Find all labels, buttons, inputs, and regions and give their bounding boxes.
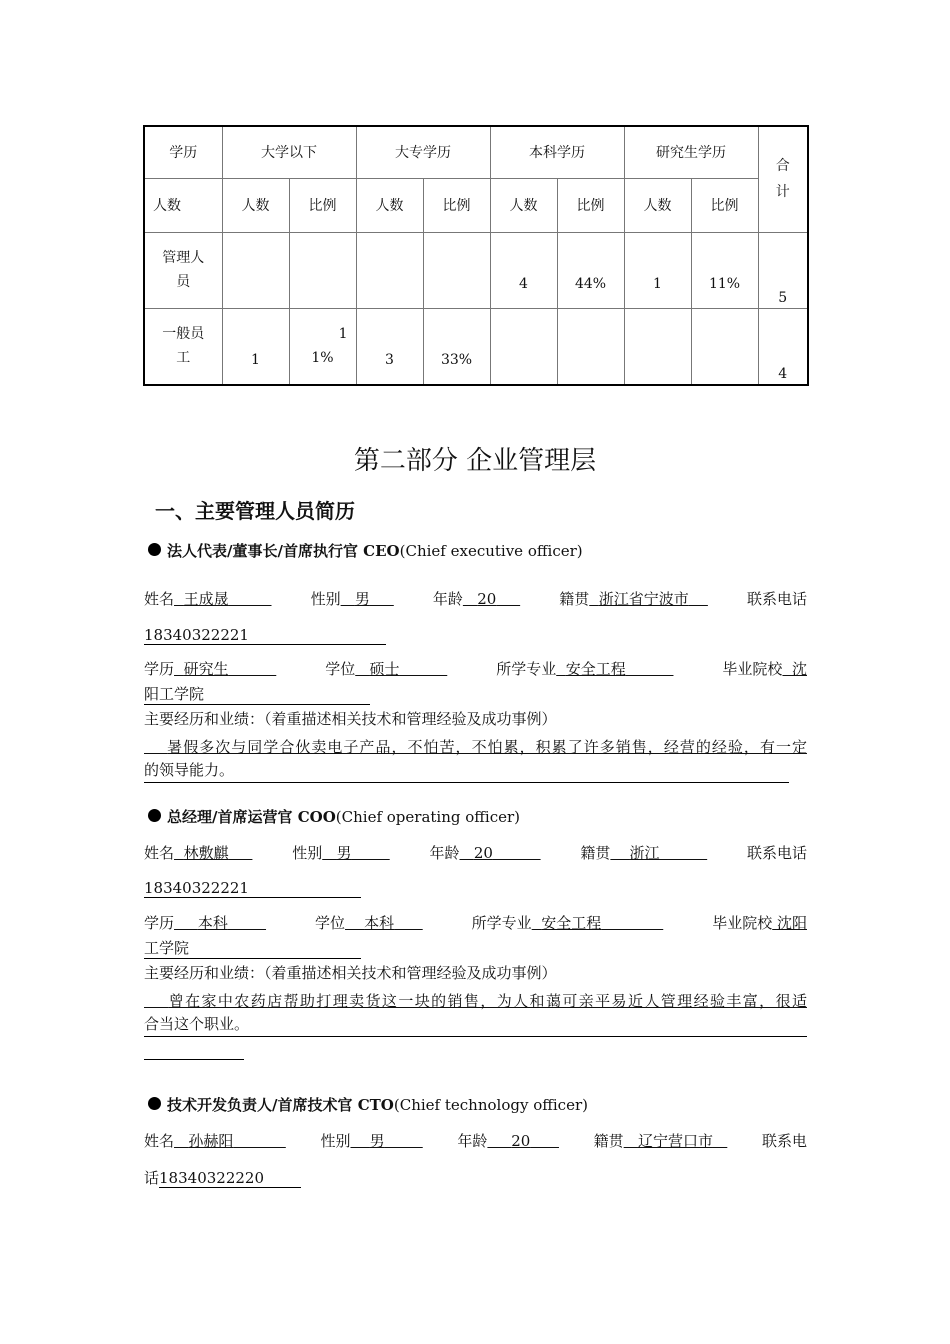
cell (222, 232, 289, 308)
row-label-b: 工 (176, 350, 191, 367)
experience-indent (144, 992, 169, 1010)
cell (423, 232, 490, 308)
degree-text: 硕士 (369, 660, 400, 678)
ceo-experience (144, 735, 807, 783)
school-text-cont: 工学院 (144, 939, 190, 957)
major-label: 所学专业 (496, 660, 557, 678)
gender-text: 男 (336, 844, 352, 862)
name-value (174, 1132, 286, 1150)
cell (490, 308, 557, 385)
cell: 3 (356, 308, 423, 385)
native-text: 辽宁营口市 (637, 1132, 713, 1150)
phone-value (144, 879, 361, 898)
gender-value (350, 1132, 422, 1150)
subheader-count: 人数 (222, 178, 289, 232)
role-heading-ceo (148, 540, 583, 561)
school-value-cont (144, 683, 370, 705)
subheader-count: 人数 (490, 178, 557, 232)
degree-field (325, 658, 447, 679)
name-text: 王成晟 (183, 590, 229, 608)
role-english: (Chief executive officer) (399, 542, 583, 560)
school-label: 毕业院校 (722, 660, 783, 678)
phone-text: 18340322221 (144, 626, 249, 644)
name-label: 姓名 (144, 844, 175, 862)
cell (289, 308, 356, 385)
native-text: 浙江省宁波市 (598, 590, 689, 608)
experience-line-2 (144, 1013, 807, 1037)
native-value (624, 1132, 728, 1150)
experience-line-2 (144, 759, 789, 783)
cell: 44% (557, 232, 624, 308)
phone-label: 联系电话 (746, 590, 807, 608)
gender-field (311, 588, 394, 609)
header-below-college: 大学以下 (222, 126, 356, 178)
school-field (712, 912, 807, 933)
part-title: 第二部分 企业管理层 (353, 446, 597, 476)
school-text: 沈 (791, 660, 807, 678)
age-field (429, 842, 540, 863)
school-value (782, 660, 807, 678)
table-row (144, 308, 808, 385)
native-value (589, 590, 708, 608)
major-field (496, 658, 673, 679)
row-label-a: 管理人 (162, 250, 205, 266)
age-value (463, 590, 520, 608)
phone-value (144, 626, 386, 645)
name-value (174, 844, 252, 862)
phone-text: 18340322221 (144, 879, 249, 897)
coo-school-line (144, 937, 807, 959)
bullet-icon (148, 1097, 161, 1110)
major-value (532, 914, 664, 932)
name-field (144, 842, 252, 863)
gender-value (322, 844, 389, 862)
bullet-icon (148, 809, 161, 822)
school-label: 毕业院校 (712, 914, 773, 932)
experience-text-2: 合当这个职业。 (144, 1015, 250, 1033)
gender-text: 男 (354, 590, 370, 608)
header-graduate: 研究生学历 (624, 126, 758, 178)
table-row (144, 232, 808, 308)
school-text: 沈阳 (776, 914, 807, 932)
education-label: 学历 (144, 660, 175, 678)
degree-label: 学位 (314, 914, 345, 932)
ceo-info-line (144, 588, 807, 609)
education-table (143, 125, 809, 386)
header-total-b: 计 (775, 184, 790, 201)
cell (356, 232, 423, 308)
cell (691, 308, 758, 385)
school-text-cont: 阳工学院 (144, 685, 205, 703)
experience-line-3 (144, 1037, 244, 1060)
experience-text-1: 曾在家中农药店帮助打理卖货这一块的销售，为人和蔼可亲平易近人管理经验丰富，很适 (168, 992, 807, 1010)
role-english: (Chief operating officer) (335, 808, 521, 826)
ceo-experience-label: 主要经历和业绩：（着重描述相关技术和管理经验及成功事例） (144, 710, 557, 728)
header-bachelor: 本科学历 (490, 126, 624, 178)
age-value (487, 1132, 559, 1150)
header-education: 学历 (144, 126, 222, 178)
phone-value (159, 1169, 301, 1188)
degree-field (315, 912, 423, 933)
cell: 4 (490, 232, 557, 308)
section-title: 一、主要管理人员简历 (155, 499, 355, 523)
cell-total: 5 (758, 232, 808, 308)
bullet-icon (148, 543, 161, 556)
native-text: 浙江 (629, 844, 660, 862)
cell-total: 4 (758, 308, 808, 385)
table-header-row (144, 126, 808, 178)
native-field (580, 842, 707, 863)
native-field (559, 588, 708, 609)
name-value (174, 590, 271, 608)
coo-experience (144, 989, 807, 1060)
native-label: 籍贯 (593, 1132, 624, 1150)
phone-label: 联系电话 (746, 844, 807, 862)
header-total-a: 合 (775, 158, 790, 175)
phone-text: 18340322220 (159, 1169, 264, 1187)
role-title: 技术开发负责人/首席技术官 CTO (167, 1096, 394, 1114)
subheader-count: 人数 (356, 178, 423, 232)
phone-label: 联系电 (761, 1132, 807, 1150)
subheader-count: 人数 (624, 178, 691, 232)
major-field (472, 912, 664, 933)
age-field (433, 588, 520, 609)
age-label: 年龄 (432, 590, 463, 608)
subheader-ratio: 比例 (557, 178, 624, 232)
education-label: 学历 (144, 914, 175, 932)
education-field (144, 912, 266, 933)
row-label (144, 232, 222, 308)
cell: 1 (624, 232, 691, 308)
ceo-phone-line (144, 626, 807, 645)
ceo-school-line (144, 683, 807, 705)
degree-text: 本科 (364, 914, 395, 932)
experience-text-2: 的领导能力。 (144, 761, 235, 779)
header-people: 人数 (144, 178, 222, 232)
education-text: 研究生 (183, 660, 229, 678)
education-field (144, 658, 276, 679)
header-total (758, 126, 808, 232)
gender-label: 性别 (310, 590, 341, 608)
gender-field (320, 1130, 422, 1151)
age-text: 20 (511, 1132, 531, 1150)
cell: 33% (423, 308, 490, 385)
gender-field (292, 842, 390, 863)
education-text: 本科 (197, 914, 228, 932)
row-label (144, 308, 222, 385)
cell-part-a: 1 (338, 326, 348, 342)
major-text: 安全工程 (565, 660, 626, 678)
cell (624, 308, 691, 385)
education-value (174, 914, 266, 932)
age-text: 20 (477, 590, 497, 608)
education-value (174, 660, 276, 678)
degree-value (355, 660, 447, 678)
name-label: 姓名 (144, 590, 175, 608)
role-title: 总经理/首席运营官 COO (167, 808, 336, 826)
phone-label-cont: 话 (144, 1169, 160, 1187)
gender-value (341, 590, 394, 608)
cell: 1 (222, 308, 289, 385)
header-college: 大专学历 (356, 126, 490, 178)
major-value (556, 660, 673, 678)
experience-line-1 (144, 735, 807, 759)
experience-text-1: 暑假多次与同学合伙卖电子产品，不怕苦，不怕累，积累了许多销售，经营的经验，有一定 (167, 738, 807, 756)
degree-label: 学位 (325, 660, 356, 678)
coo-experience-label: 主要经历和业绩：（着重描述相关技术和管理经验及成功事例） (144, 964, 557, 982)
major-text: 安全工程 (541, 914, 602, 932)
role-heading-cto (148, 1094, 588, 1115)
row-label-b: 员 (176, 274, 191, 290)
subheader-ratio: 比例 (691, 178, 758, 232)
school-value-cont (144, 937, 361, 959)
gender-label: 性别 (320, 1132, 351, 1150)
cell (289, 232, 356, 308)
role-english: (Chief technology officer) (393, 1096, 588, 1114)
coo-phone-line (144, 879, 807, 898)
subheader-ratio: 比例 (423, 178, 490, 232)
cto-info-line (144, 1130, 807, 1151)
coo-info-line (144, 842, 807, 863)
native-field (594, 1130, 728, 1151)
gender-label: 性别 (292, 844, 323, 862)
table-subheader-row (144, 178, 808, 232)
native-value (610, 844, 707, 862)
row-label-a: 一般员 (162, 326, 205, 343)
age-label: 年龄 (429, 844, 460, 862)
name-text: 孙赫阳 (188, 1132, 234, 1150)
name-field (144, 1130, 286, 1151)
native-label: 籍贯 (559, 590, 590, 608)
ceo-edu-line (144, 658, 807, 679)
age-field (457, 1130, 559, 1151)
gender-text: 男 (369, 1132, 385, 1150)
experience-indent (144, 738, 167, 756)
school-field (722, 658, 807, 679)
name-text: 林敷麒 (183, 844, 229, 862)
cto-phone-line (144, 1167, 807, 1188)
name-field (144, 588, 272, 609)
cell-part-b: 1% (311, 350, 334, 366)
coo-edu-line (144, 912, 807, 933)
cell: 11% (691, 232, 758, 308)
experience-line-1 (144, 989, 807, 1013)
age-value (460, 844, 541, 862)
subheader-ratio: 比例 (289, 178, 356, 232)
role-heading-coo (148, 806, 520, 827)
school-value (772, 914, 807, 932)
name-label: 姓名 (144, 1132, 175, 1150)
age-label: 年龄 (457, 1132, 488, 1150)
degree-value (345, 914, 423, 932)
age-text: 20 (473, 844, 493, 862)
cell (557, 308, 624, 385)
native-label: 籍贯 (580, 844, 611, 862)
role-title: 法人代表/董事长/首席执行官 CEO (167, 542, 400, 560)
major-label: 所学专业 (471, 914, 532, 932)
